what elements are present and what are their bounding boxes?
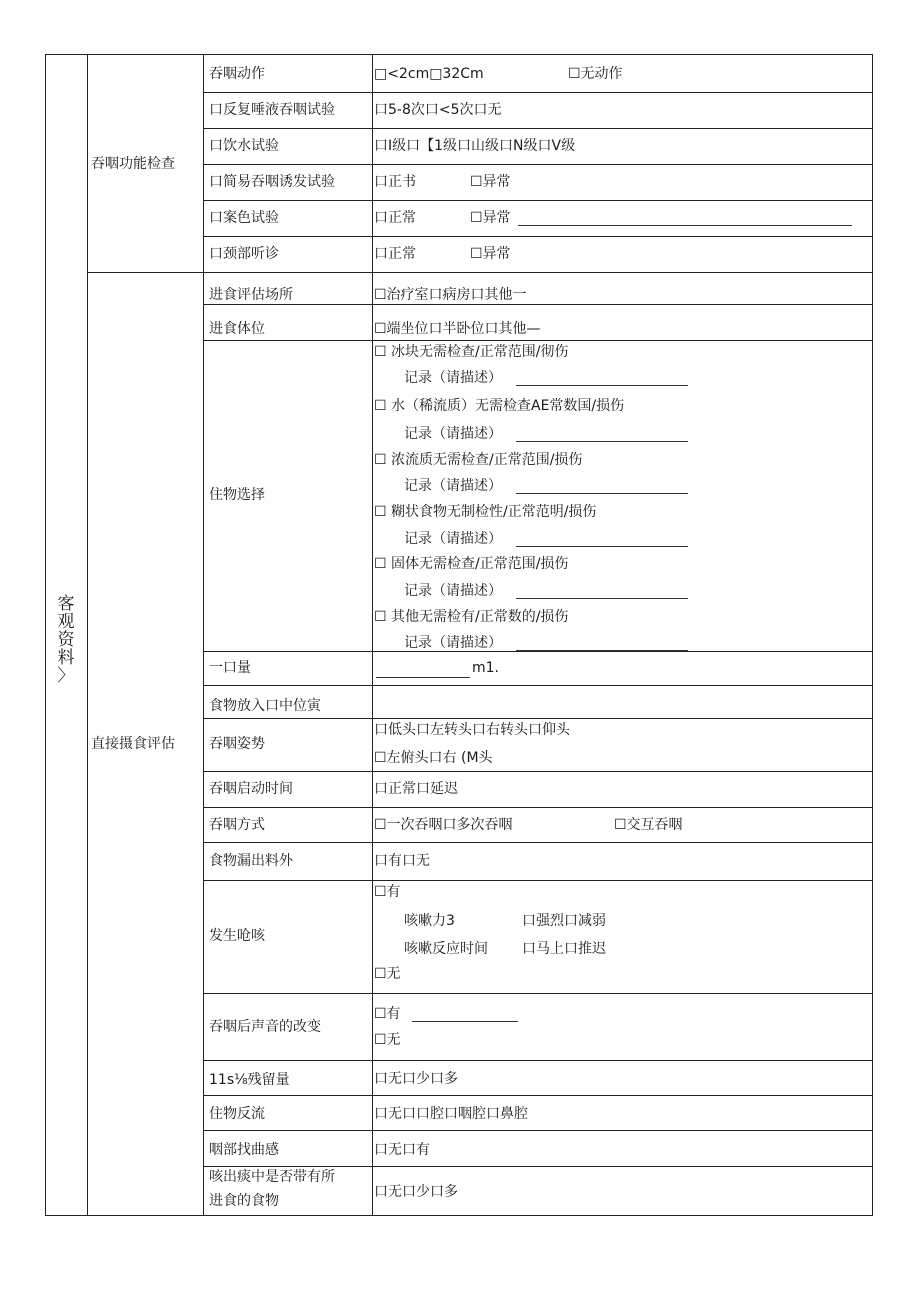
option-group[interactable]: 口无口口腔口咽腔口鼻腔 (374, 1106, 528, 1122)
option-group[interactable]: 口低头口左转头口右转头口仰头 (374, 722, 570, 738)
row-label: 进食评估场所 (209, 287, 293, 303)
option-yes[interactable]: ☐有 (374, 884, 401, 900)
row-label: 吞咽动作 (209, 66, 265, 82)
option-group[interactable]: 口5-8次口<5次口无 (374, 102, 502, 118)
group-label-direct-eval: 直接摄食评估 (91, 736, 175, 752)
option-group[interactable]: ☐端坐位口半卧位口其他— (374, 321, 541, 337)
row-label: 口案色试验 (209, 210, 279, 226)
option-group[interactable]: ☐异常 (470, 210, 511, 226)
row-divider (203, 993, 872, 994)
volume-unit: m1. (472, 660, 499, 676)
option-group[interactable]: 口马上口推迟 (522, 941, 606, 957)
option-group[interactable]: □<2cm□32Cm (374, 66, 484, 82)
row-label: 口简易吞咽诱发试验 (209, 174, 335, 190)
row-divider (203, 651, 872, 652)
option-group[interactable]: 口正常 (374, 210, 416, 226)
section-label-objective: 客 观 资 料 〉 (57, 594, 75, 686)
record-label: 记录（请描述） (404, 635, 502, 651)
row-divider (203, 1060, 872, 1061)
row-label: 吞咽姿势 (209, 736, 265, 752)
row-divider (203, 880, 872, 881)
row-divider (203, 842, 872, 843)
row-label: 进食的食物 (209, 1193, 279, 1209)
row-divider (203, 807, 872, 808)
row-label: 住物选择 (209, 487, 265, 503)
option-no[interactable]: ☐无 (374, 966, 401, 982)
row-divider (203, 718, 872, 719)
row-divider (203, 236, 872, 237)
food-option[interactable]: ☐ 糊状食物无制检性/正常范明/损伤 (374, 504, 597, 520)
assessment-form (45, 54, 873, 1216)
blank-line[interactable] (518, 225, 852, 226)
row-divider (203, 771, 872, 772)
option-group[interactable]: ☐异常 (470, 174, 511, 190)
row-divider (203, 1095, 872, 1096)
option-group[interactable]: 口强烈口减弱 (522, 913, 606, 929)
row-divider (203, 685, 872, 686)
row-divider (203, 128, 872, 129)
row-label: 吞咽后声音的改变 (209, 1019, 321, 1035)
row-label: 11s⅛残留量 (209, 1072, 290, 1088)
row-divider (203, 200, 872, 201)
record-label: 记录（请描述） (404, 478, 502, 494)
option-group[interactable]: 口正常 (374, 246, 416, 262)
option-group[interactable]: ☐左俯头口右 (M头 (374, 750, 493, 766)
volume-input-line[interactable] (376, 677, 470, 678)
option-group[interactable]: 口有口无 (374, 853, 430, 869)
row-label: 口反复唾液吞咽试验 (209, 102, 335, 118)
option-group[interactable]: ☐治疗室口病房口其他一 (374, 287, 527, 303)
blank-line[interactable] (516, 493, 688, 494)
row-divider (203, 340, 872, 341)
row-divider (203, 304, 872, 305)
row-label: 住物反流 (209, 1106, 265, 1122)
blank-line[interactable] (516, 598, 688, 599)
record-label: 记录（请描述） (404, 531, 502, 547)
blank-line[interactable] (516, 441, 688, 442)
row-label: 一口量 (209, 660, 251, 676)
column-divider (372, 55, 373, 1215)
row-divider (203, 92, 872, 93)
row-label: 食物放入口中位寅 (209, 698, 321, 714)
option-group[interactable]: ☐异常 (470, 246, 511, 262)
row-label: 进食体位 (209, 321, 265, 337)
row-label: 口饮水试验 (209, 138, 279, 154)
record-label: 记录（请描述） (404, 583, 502, 599)
option-group[interactable]: ☐交互吞咽 (614, 817, 683, 833)
option-no[interactable]: ☐无 (374, 1032, 401, 1048)
group-divider (87, 272, 872, 273)
food-option[interactable]: ☐ 浓流质无需检查/正常范围/损伤 (374, 452, 583, 468)
option-yes[interactable]: ☐有 (374, 1006, 401, 1022)
option-group[interactable]: ☐无动作 (568, 66, 623, 82)
cough-time-label: 咳嗽反应时间 (404, 941, 488, 957)
row-label: 发生呛咳 (209, 928, 265, 944)
food-option[interactable]: ☐ 冰块无需检查/正常范围/彻伤 (374, 344, 569, 360)
option-group[interactable]: 口无口少口多 (374, 1071, 458, 1087)
option-group[interactable]: ☐一次吞咽口多次吞咽 (374, 817, 513, 833)
row-label: 食物漏出料外 (209, 853, 293, 869)
option-group[interactable]: 口正常口延迟 (374, 781, 458, 797)
column-divider (203, 55, 204, 1215)
food-option[interactable]: ☐ 水（稀流质）无需检查AE常数国/损伤 (374, 398, 625, 414)
row-label: 咳出痰中是否带有所 (209, 1169, 335, 1185)
food-option[interactable]: ☐ 其他无需检有/正常数的/损伤 (374, 609, 569, 625)
option-group[interactable]: 口正书 (374, 174, 416, 190)
blank-line[interactable] (516, 650, 688, 651)
blank-line[interactable] (516, 385, 688, 386)
blank-line[interactable] (516, 546, 688, 547)
food-option[interactable]: ☐ 固体无需检查/正常范围/损伤 (374, 556, 569, 572)
record-label: 记录（请描述） (404, 426, 502, 442)
row-label: 口颈部听诊 (209, 246, 279, 262)
row-label: 吞咽启动时间 (209, 781, 293, 797)
row-label: 吞咽方式 (209, 817, 265, 833)
option-group[interactable]: 口无口有 (374, 1142, 430, 1158)
option-group[interactable]: 口无口少口多 (374, 1184, 458, 1200)
row-label: 咽部找曲感 (209, 1142, 279, 1158)
row-divider (203, 164, 872, 165)
column-divider (87, 55, 88, 1215)
group-label-swallow-exam: 吞咽功能检查 (91, 156, 175, 172)
row-divider (203, 1130, 872, 1131)
blank-line[interactable] (412, 1021, 518, 1022)
cough-force-label: 咳嗽力3 (404, 913, 455, 929)
record-label: 记录（请描述） (404, 370, 502, 386)
option-group[interactable]: 口I级口【1级口山级口N级口V级 (374, 138, 576, 154)
row-divider (203, 1166, 872, 1167)
